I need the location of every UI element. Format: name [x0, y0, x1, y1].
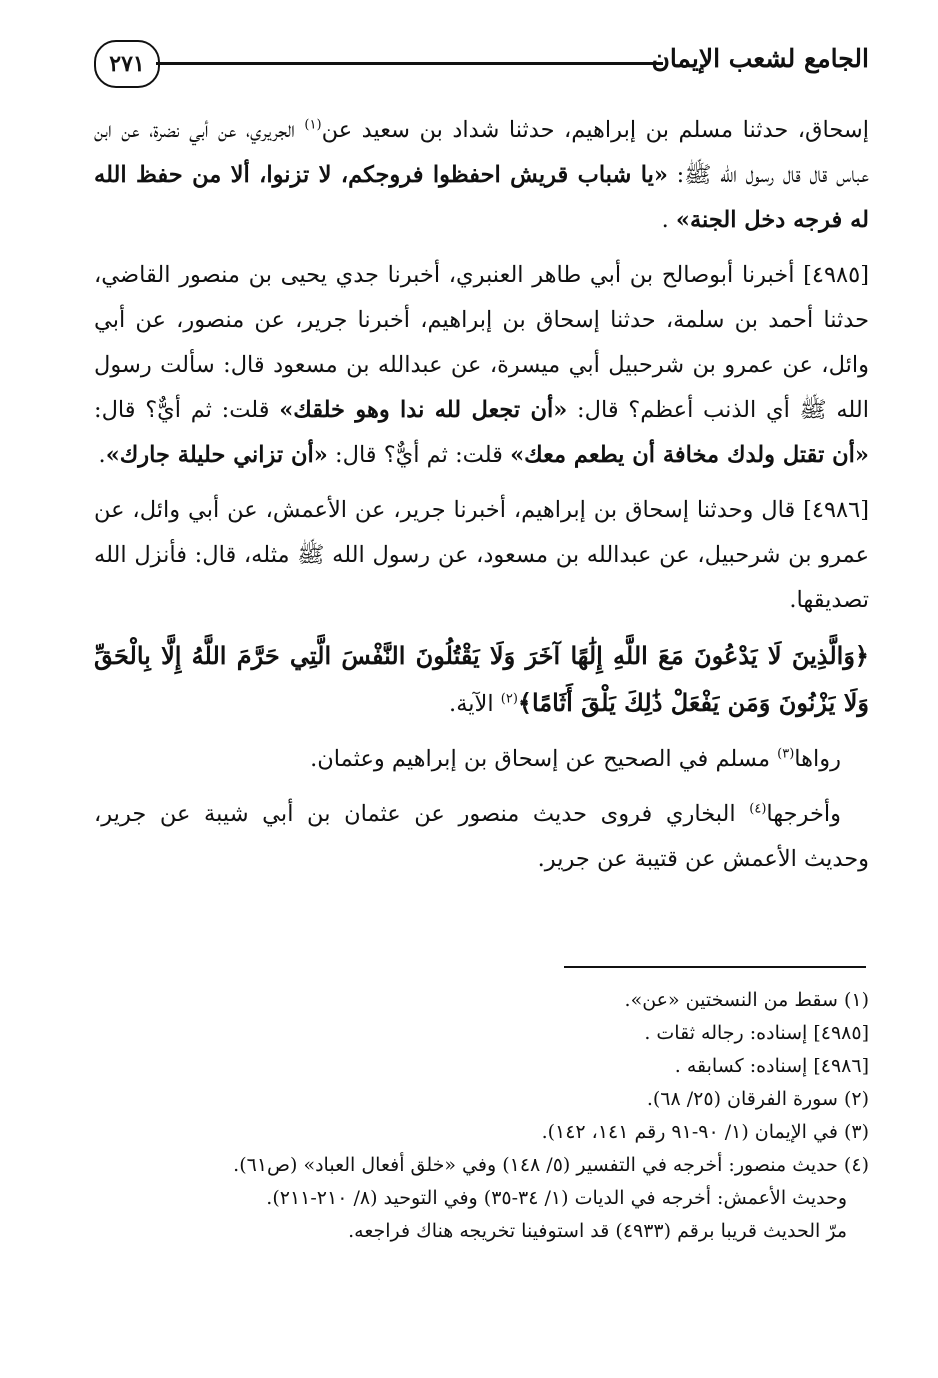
- text: .: [98, 442, 106, 468]
- hadith-quote: «أن تجعل لله ندا وهو خلقك»: [279, 397, 568, 423]
- book-title: الجامع لشعب الإيمان: [651, 44, 869, 73]
- text: قلت: ثم أيٌّ؟ قال:: [327, 442, 511, 468]
- main-text: [94, 108, 869, 892]
- footnote-separator: [564, 966, 866, 968]
- footnote-ref: (٢): [500, 691, 518, 707]
- text: رواها: [794, 746, 841, 772]
- footnote-1: (١) سقط من النسختين «عن».: [624, 989, 869, 1011]
- paragraph-narration: [94, 737, 869, 782]
- text: [٤٩٨٥] أخبرنا أبوصالح بن أبي طاهر العنبري، أخبرنا جدي يحيى بن منصور القاضي، حدثنا أحمد بن سلمة، حدثنا إسحاق بن إبراهيم، أخبرنا جرير، عن منصور، عن أبي وائل، عن عمرو بن شرحبيل أبي ميسرة، عن عبدالله بن مسعود قال: سألت رسول الله ﷺ أي الذنب أعظم؟ قال:: [94, 262, 869, 423]
- footnote-isnad-4986: [٤٩٨٦] إسناده: كسابقه .: [674, 1055, 869, 1077]
- footnote-4: (٤) حديث منصور: أخرجه في التفسير (٥/ ١٤٨) وفي «خلق أفعال العباد» (ص٦١).: [233, 1154, 869, 1176]
- text: .: [661, 207, 676, 233]
- text: إسحاق، حدثنا مسلم بن إبراهيم، حدثنا شداد بن سعيد عن: [321, 117, 869, 143]
- text: وأخرجها: [766, 801, 841, 827]
- hadith-quote: «أن تزاني حليلة جارك»: [105, 442, 328, 468]
- footnote-3: (٣) في الإيمان (١/ ٩٠-٩١ رقم ١٤١، ١٤٢).: [541, 1121, 869, 1143]
- hadith-quote: «أن تقتل ولدك مخافة أن يطعم معك»: [510, 442, 869, 468]
- footnote-ref: (١): [304, 117, 322, 133]
- paragraph-1: [94, 108, 869, 243]
- hadith-4986: [٤٩٨٦] قال وحدثنا إسحاق بن إبراهيم، أخبرنا جرير، عن الأعمش، عن أبي وائل، عن عمرو بن شرحبيل، عن عبدالله بن مسعود، عن رسول الله ﷺ مثله، قال: فأنزل الله تصديقها.: [94, 497, 869, 613]
- page-number: ٢٧١: [94, 40, 160, 88]
- text: البخاري فروى حديث منصور عن عثمان بن أبي شيبة عن جرير، وحديث الأعمش عن قتيبة عن جرير.: [94, 801, 869, 872]
- footnote-2: (٢) سورة الفرقان (٢٥/ ٦٨).: [646, 1088, 869, 1110]
- footnote-ref: (٣): [777, 746, 795, 762]
- verse-text: ﴿وَالَّذِينَ لَا يَدْعُونَ مَعَ اللَّهِ إِلَٰهًا آخَرَ وَلَا يَقْتُلُونَ النَّفْسَ الَّتِي حَرَّمَ اللَّهُ إِلَّا بِالْحَقِّ وَلَا يَزْنُونَ وَمَن يَفْعَلْ ذَٰلِكَ يَلْقَ أَثَامًا﴾: [94, 641, 869, 717]
- footnote-isnad-4985: [٤٩٨٥] إسناده: رجاله ثقات .: [644, 1022, 869, 1044]
- quran-verse: [94, 633, 869, 727]
- footnote-4-continued: وحديث الأعمش: أخرجه في الديات (١/ ٣٤-٣٥) وفي التوحيد (٨/ ٢١٠-٢١١).: [266, 1187, 847, 1209]
- header-rule: [156, 62, 663, 65]
- text: الجريري، عن أبي نضرة، عن ابن عباس قال قال رسول الله ﷺ:: [94, 117, 869, 188]
- page-header: [94, 38, 869, 92]
- footnotes: [94, 984, 869, 1248]
- footnote-ref: (٤): [749, 801, 767, 817]
- hadith-quote: «يا شباب قريش احفظوا فروجكم، لا تزنوا، ألا من حفظ الله له فرجه دخل الجنة»: [94, 162, 869, 233]
- text: قلت: ثم أيٌّ؟ قال:: [94, 397, 280, 423]
- text: الآية.: [449, 691, 501, 717]
- hadith-4985: [94, 253, 869, 478]
- footnote-4-note: مرّ الحديث قريبا برقم (٤٩٣٣) قد استوفينا تخريجه هناك فراجعه.: [348, 1220, 847, 1242]
- text: مسلم في الصحيح عن إسحاق بن إبراهيم وعثمان.: [310, 746, 778, 772]
- paragraph-bukhari: [94, 792, 869, 882]
